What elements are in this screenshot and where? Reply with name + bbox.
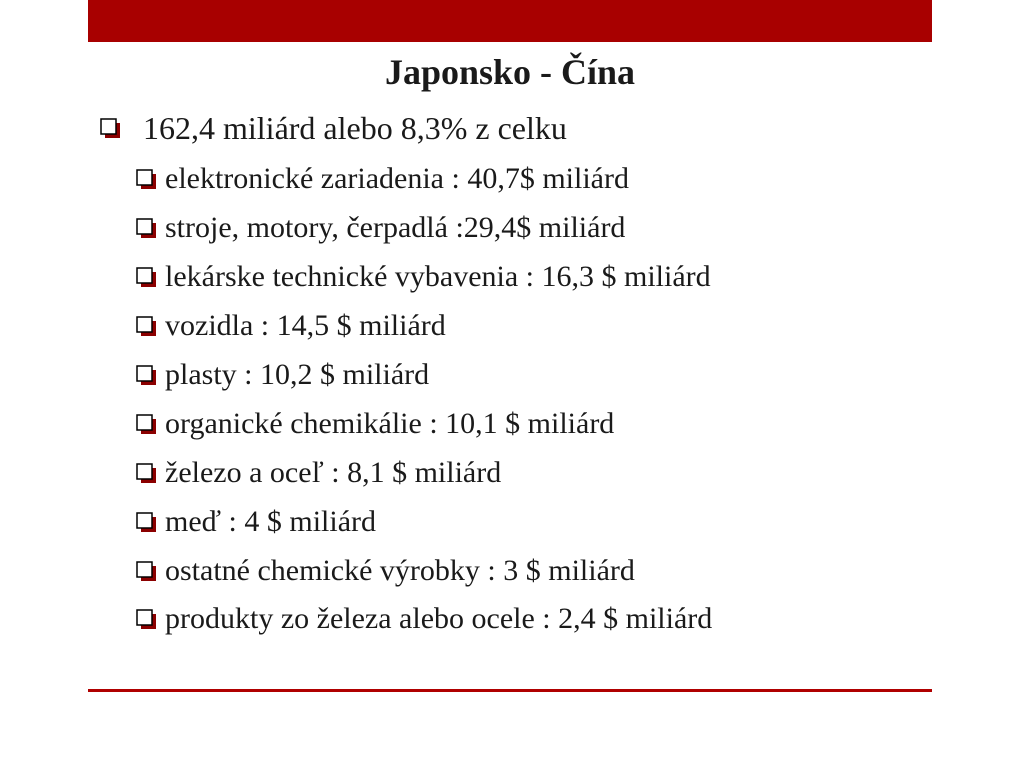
- main-bullet-item: [100, 106, 567, 150]
- sub-bullet-item: [133, 497, 712, 546]
- sub-bullet-item: [133, 302, 712, 351]
- sub-bullet-text: meď : 4 $ miliárd: [165, 504, 377, 538]
- sub-bullet-text: elektronické zariadenia : 40,7$ miliárd: [165, 162, 629, 196]
- hollow-square-bullet-icon: [133, 411, 159, 437]
- hollow-square-bullet-icon: [133, 509, 159, 535]
- sub-bullet-item: [133, 253, 712, 302]
- main-bullet-text: 162,4 miliárd alebo 8,3% z celku: [143, 109, 567, 146]
- bottom-divider: [88, 689, 932, 692]
- hollow-square-bullet-icon: [133, 166, 159, 192]
- sub-bullet-text: plasty : 10,2 $ miliárd: [165, 358, 430, 391]
- hollow-square-bullet-icon: [133, 460, 159, 486]
- hollow-square-bullet-icon: [133, 606, 159, 632]
- sub-bullet-text: ostatné chemické výrobky : 3 $ miliárd: [165, 553, 635, 587]
- sub-bullet-item: [133, 595, 712, 644]
- hollow-square-bullet-icon: [133, 313, 159, 339]
- sub-bullet-item: [133, 399, 712, 448]
- hollow-square-bullet-icon: [133, 264, 159, 290]
- hollow-square-bullet-icon: [133, 215, 159, 241]
- sub-bullet-text: železo a oceľ : 8,1 $ miliárd: [165, 455, 502, 489]
- slide-title: Japonsko - Čína: [384, 52, 636, 92]
- sub-bullet-list: [133, 155, 712, 644]
- sub-bullet-item: [133, 448, 712, 497]
- sub-bullet-item: [133, 204, 712, 253]
- top-accent-bar: [88, 0, 932, 42]
- sub-bullet-text: vozidla : 14,5 $ miliárd: [165, 309, 446, 343]
- sub-bullet-item: [133, 351, 712, 400]
- sub-bullet-text: produkty zo železa alebo ocele : 2,4 $ miliárd: [165, 602, 713, 636]
- sub-bullet-text: organické chemikálie : 10,1 $ miliárd: [165, 406, 615, 440]
- hollow-square-bullet-icon: [100, 118, 121, 139]
- sub-bullet-item: [133, 546, 712, 595]
- hollow-square-bullet-icon: [133, 558, 159, 584]
- hollow-square-bullet-icon: [133, 362, 159, 388]
- sub-bullet-text: stroje, motory, čerpadlá :29,4$ miliárd: [165, 211, 626, 245]
- sub-bullet-text: lekárske technické vybavenia : 16,3 $ miliárd: [165, 260, 711, 294]
- sub-bullet-item: [133, 155, 712, 204]
